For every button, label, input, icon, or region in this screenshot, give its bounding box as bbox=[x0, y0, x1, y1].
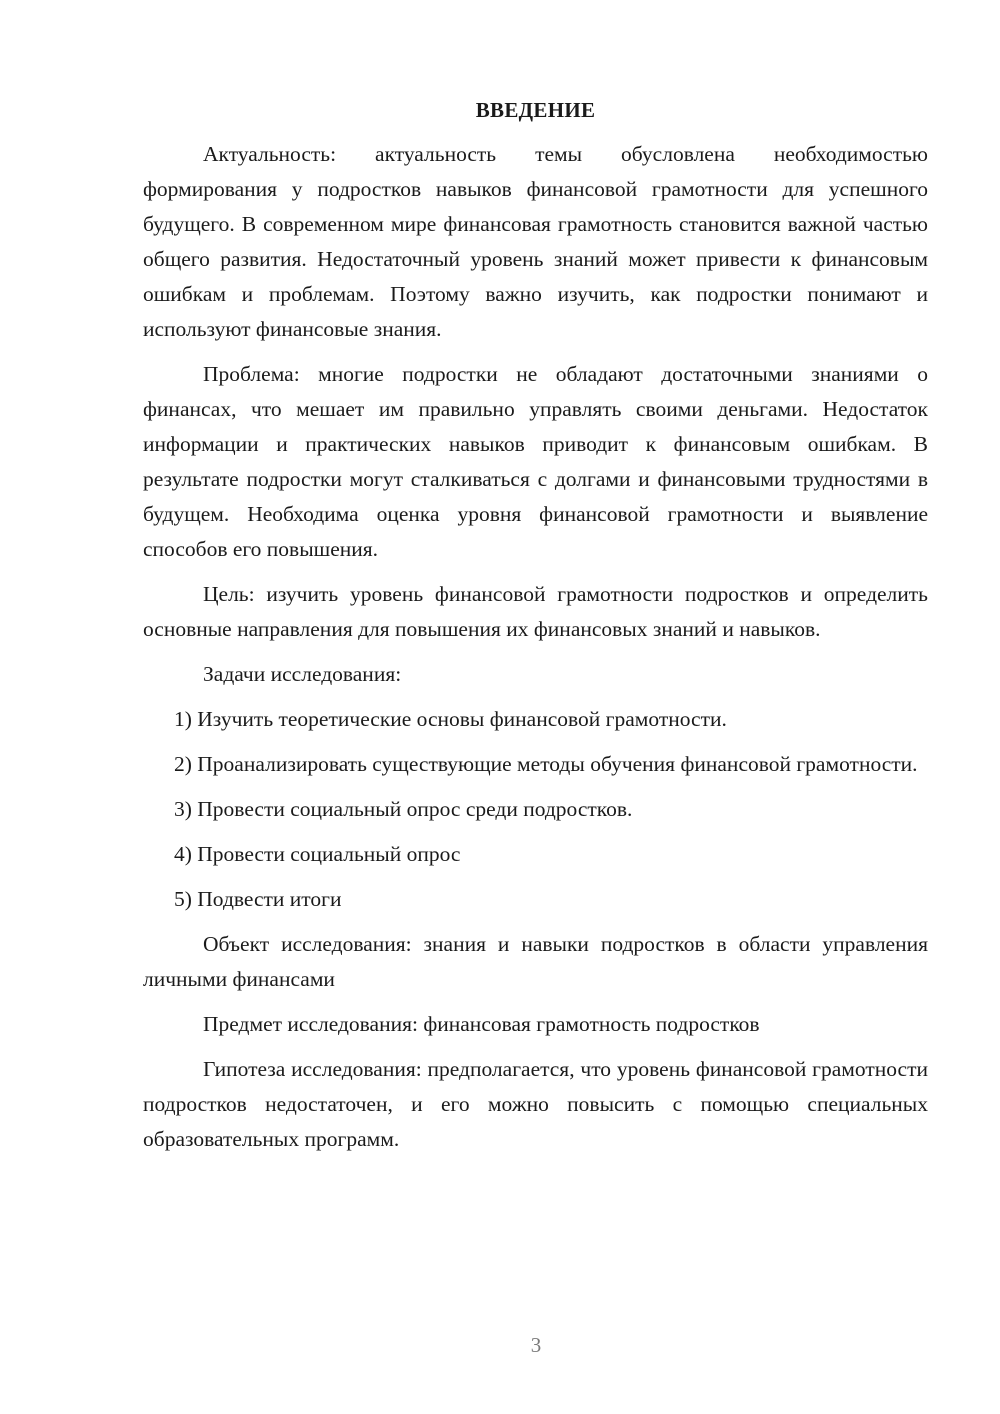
document-page bbox=[143, 95, 928, 1167]
task-item-2: 2) Проанализировать существующие методы обучения финансовой грамотности. bbox=[174, 752, 918, 776]
goal-paragraph: Цель: изучить уровень финансовой грамотности подростков и определить основные направления для повышения их финансовых знаний и навыков. bbox=[143, 582, 928, 641]
problem-paragraph: Проблема: многие подростки не обладают достаточными знаниями о финансах, что мешает им правильно управлять своими деньгами. Недостаток информации и практических навыков приводит к финансовым ошибкам. В результате подростки могут сталкиваться с долгами и финансовыми трудностями в будущем. Необходима оценка уровня финансовой грамотности и выявление способов его повышения. bbox=[143, 362, 928, 561]
task-item-4: 4) Провести социальный опрос bbox=[174, 842, 461, 866]
subject-paragraph: Предмет исследования: финансовая грамотность подростков bbox=[203, 1012, 760, 1036]
task-item-3: 3) Провести социальный опрос среди подростков. bbox=[174, 797, 633, 821]
page-title: ВВЕДЕНИЕ bbox=[475, 98, 596, 122]
task-item-5: 5) Подвести итоги bbox=[174, 887, 342, 911]
object-paragraph: Объект исследования: знания и навыки подростков в области управления личными финансами bbox=[143, 932, 928, 991]
tasks-title: Задачи исследования: bbox=[203, 662, 402, 686]
page-number: 3 bbox=[530, 1333, 542, 1357]
hypothesis-paragraph: Гипотеза исследования: предполагается, что уровень финансовой грамотности подростков недостаточен, и его можно повысить с помощью специальных образовательных программ. bbox=[143, 1057, 928, 1151]
relevance-paragraph: Актуальность: актуальность темы обусловлена необходимостью формирования у подростков навыков финансовой грамотности для успешного будущего. В современном мире финансовая грамотность становится важной частью общего развития. Недостаточный уровень знаний может привести к финансовым ошибкам и проблемам. Поэтому важно изучить, как подростки понимают и используют финансовые знания. bbox=[143, 142, 928, 341]
task-item-1: 1) Изучить теоретические основы финансовой грамотности. bbox=[174, 707, 727, 731]
